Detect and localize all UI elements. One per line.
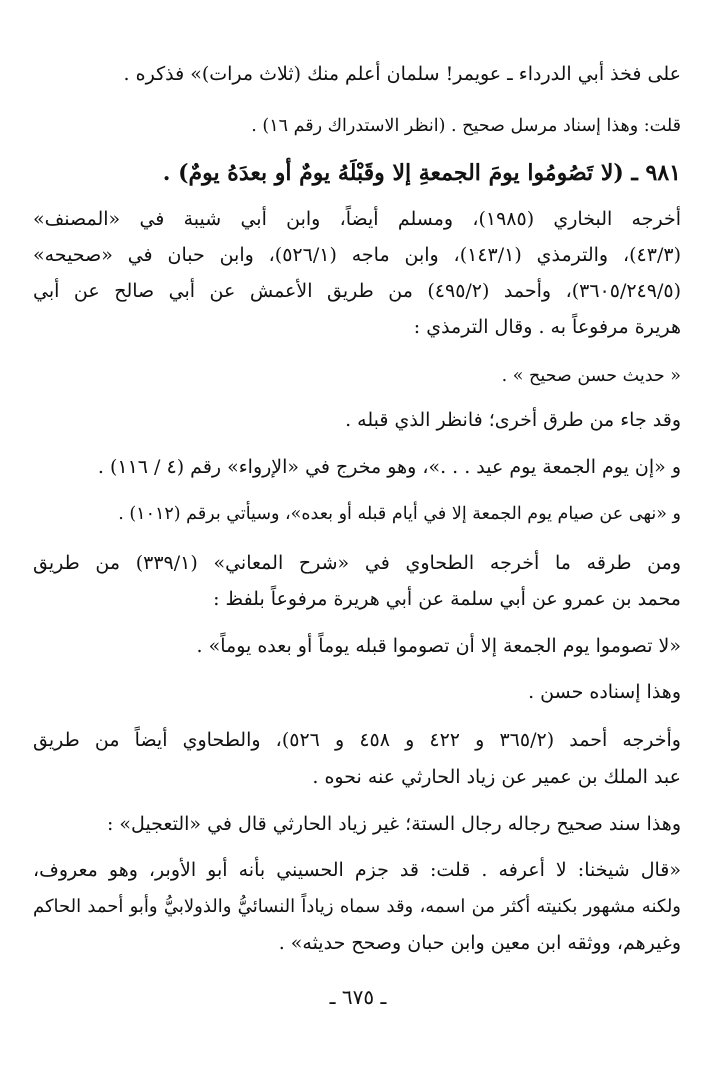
text-line-10: و «إن يوم الجمعة يوم عيد . . .»، وهو مخرج في «الإرواء» رقم (٤ / ١١٦) . [97, 456, 681, 478]
text-line-9: وقد جاء من طرق أخرى؛ فانظر الذي قبله . [345, 409, 681, 431]
quote-line-3: «قال شيخنا: لا أعرفه . قلت: قد جزم الحسيني بأنه أبو الأوبر، وهو معروف، [33, 859, 681, 881]
text-line-17: عبد الملك بن عمير عن زياد الحارثي عنه نحوه . [312, 766, 681, 788]
text-line-13: محمد بن عمرو عن أبي سلمة عن أبي هريرة مرفوعاً بلفظ : [213, 588, 681, 610]
quote-line-2: «لا تصوموا يوم الجمعة إلا أن تصوموا قبله يوماً أو بعده يوماً» . [196, 635, 681, 657]
text-line-4: أخرجه البخاري (١٩٨٥)، ومسلم أيضاً، وابن أبي شيبة في «المصنف» [33, 208, 681, 230]
text-line-7: هريرة مرفوعاً به . وقال الترمذي : [413, 316, 681, 338]
text-line-11: و «نهى عن صيام يوم الجمعة إلا في أيام قبله أو بعده»، وسيأتي برقم (١٠١٢) . [118, 504, 681, 524]
text-line-18: وهذا سند صحيح رجاله رجال الستة؛ غير زياد الحارثي قال في «التعجيل» : [106, 813, 681, 835]
text-line-2: قلت: وهذا إسناد مرسل صحيح . (انظر الاستدراك رقم ١٦) . [251, 116, 681, 136]
text-line-5: (٤٣/٣)، والترمذي (١٤٣/١)، وابن ماجه (٥٢٦/١)، وابن حبان في «صحيحه» [33, 244, 681, 266]
text-line-12: ومن طرقه ما أخرجه الطحاوي في «شرح المعاني» (٣٣٩/١) من طريق [33, 552, 681, 574]
text-line-16: وأخرجه أحمد (٣٦٥/٢ و ٤٢٢ و ٤٥٨ و ٥٢٦)، والطحاوي أيضاً من طريق [33, 729, 681, 751]
text-line-6: (٣٦٠٥/٢٤٩/٥)، وأحمد (٤٩٥/٢) من طريق الأعمش عن أبي صالح عن أبي [33, 280, 681, 302]
page-number: ـ ٦٧٥ ـ [329, 985, 387, 1009]
text-line-15: وهذا إسناده حسن . [528, 681, 681, 703]
text-line-1: على فخذ أبي الدرداء ـ عويمر! سلمان أعلم منك (ثلاث مرات)» فذكره . [123, 63, 681, 85]
quote-line-4: ولكنه مشهور بكنيته أكثر من اسمه، وقد سماه زياداً النسائيُّ والذولابيُّ وأبو أحمد الحاكم [33, 896, 681, 917]
quote-line-5: وغيرهم، ووثقه ابن معين وابن حبان وصحح حديثه» . [278, 932, 681, 954]
hadith-heading: ٩٨١ ـ (لا تَصُومُوا يومَ الجمعةِ إلا وقَبْلَهُ يومٌ أو بعدَهُ يومٌ) . [162, 160, 681, 186]
quote-line-1: « حديث حسن صحيح » . [501, 366, 681, 386]
